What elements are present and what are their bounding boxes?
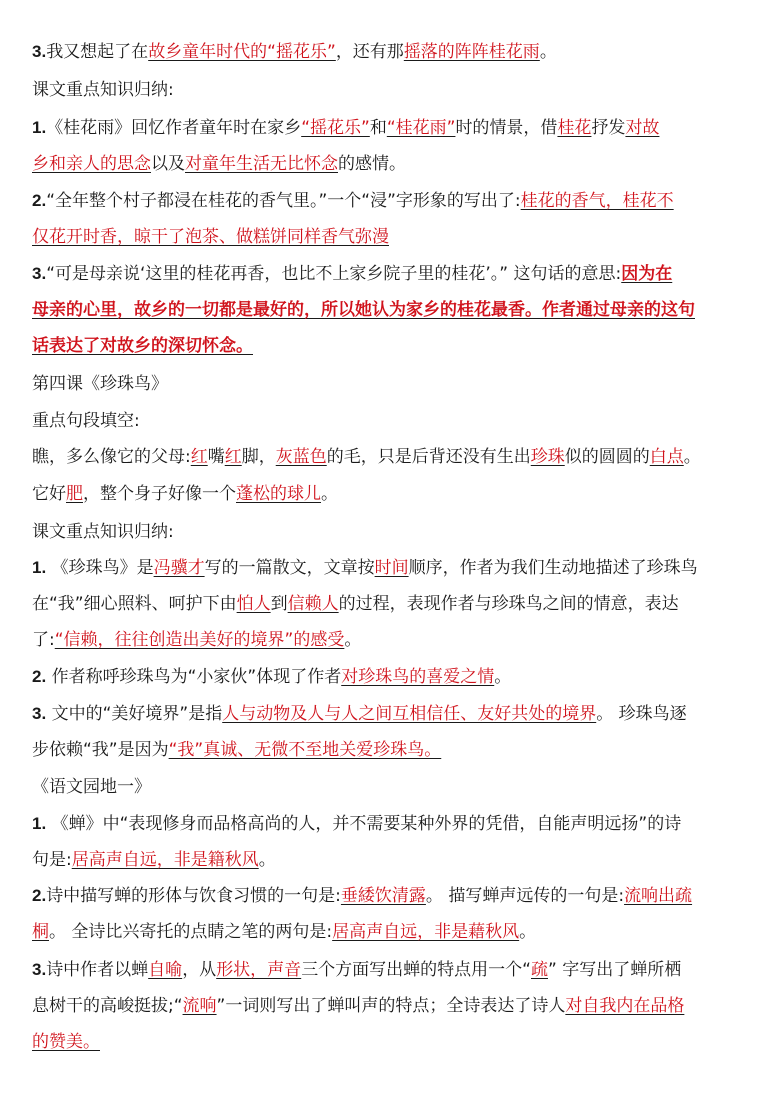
text-segment: 作者称呼珍珠鸟为“小家伙”体现了作者 xyxy=(46,667,342,687)
text-segment: 顺序，作者为我们生动地描述了珍珠鸟 xyxy=(408,558,698,578)
answer-text: 人与动物及人与人之间互相信任、友好共处的境界 xyxy=(222,704,597,724)
answer-text-bold: 因为在 xyxy=(621,264,673,284)
text-segment: 《桂花雨》回忆作者童年时在家乡 xyxy=(46,118,302,138)
item-number: 3. xyxy=(32,42,47,61)
text-segment: ，从 xyxy=(182,960,217,980)
answer-text: 怕人 xyxy=(236,594,271,614)
text-line xyxy=(32,482,338,508)
text-segment: 《珍珠鸟》是 xyxy=(46,558,154,578)
answer-text: 流响 xyxy=(182,996,217,1016)
text-segment: 诗中描写蝉的形体与饮食习惯的一句是: xyxy=(46,886,341,906)
text-line xyxy=(32,116,659,142)
text-segment: 脚， xyxy=(241,447,276,467)
text-segment: 以及 xyxy=(151,154,185,174)
text-line xyxy=(32,520,174,546)
text-line xyxy=(32,738,441,764)
item-number: 2. xyxy=(32,191,47,210)
text-segment: 的感情。 xyxy=(338,154,406,174)
text-segment: 。 全诗比兴寄托的点睛之笔的两句是: xyxy=(49,922,333,942)
text-segment: 了: xyxy=(32,630,55,650)
text-line xyxy=(32,775,151,801)
text-segment: 课文重点知识归纳: xyxy=(32,522,174,542)
text-segment: 《蝉》中“表现修身而品格高尚的人，并不需要某种外界的凭借，自能声明远扬”的诗 xyxy=(46,814,682,834)
answer-text: 桂花的香气，桂花不 xyxy=(520,191,674,211)
answer-text: 故乡童年时代的“摇花乐” xyxy=(148,42,336,62)
text-segment: 似的圆圆的 xyxy=(564,447,650,467)
answer-text: 红 xyxy=(190,447,208,467)
text-line xyxy=(32,812,681,838)
text-segment: 重点句段填空: xyxy=(32,411,140,431)
text-line xyxy=(32,298,695,324)
text-line xyxy=(32,592,679,618)
answer-text: 形状，声音 xyxy=(216,960,302,980)
answer-text-bold: 话表达了对故乡的深切怀念。 xyxy=(32,336,253,356)
text-line xyxy=(32,628,361,654)
text-line xyxy=(32,225,389,251)
text-segment: 。 xyxy=(258,850,276,870)
answer-text: 乡和亲人的思念 xyxy=(32,154,151,174)
text-line xyxy=(32,958,681,984)
answer-text: 仅花开时香，晾干了泡茶、做糕饼同样香气弥漫 xyxy=(32,227,389,247)
text-segment: 课文重点知识归纳: xyxy=(32,80,174,100)
text-line xyxy=(32,78,174,104)
text-segment: 我又想起了在 xyxy=(46,42,149,62)
text-segment: 第四课《珍珠鸟》 xyxy=(32,374,168,394)
answer-text: 桐 xyxy=(32,922,49,942)
answer-text: 白点 xyxy=(649,447,684,467)
text-segment: 时的情景，借 xyxy=(455,118,558,138)
text-segment: 。 珍珠鸟逐 xyxy=(596,704,687,724)
answer-text: 肥 xyxy=(66,484,83,504)
text-segment: 。 xyxy=(321,484,338,504)
text-segment: 写的一篇散文，文章按 xyxy=(204,558,375,578)
answer-text: 对故 xyxy=(625,118,660,138)
text-segment: 瞧，多么像它的父母: xyxy=(32,447,191,467)
answer-text: 信赖人 xyxy=(287,594,339,614)
answer-text: 的赞美。 xyxy=(32,1032,100,1052)
answer-text: 珍珠 xyxy=(530,447,565,467)
answer-text: 摇落的阵阵桂花雨 xyxy=(403,42,540,62)
text-segment: 。 xyxy=(539,42,557,62)
text-segment: 。 xyxy=(494,667,512,687)
text-segment: 到 xyxy=(270,594,288,614)
text-segment: 《语文园地一》 xyxy=(32,777,151,797)
answer-text: “摇花乐” xyxy=(301,118,370,138)
text-segment: 的过程，表现作者与珍珠鸟之间的情意，表达 xyxy=(338,594,679,614)
text-line xyxy=(32,1030,100,1056)
answer-text: 对童年生活无比怀念 xyxy=(185,154,338,174)
answer-text: 垂緌饮清露 xyxy=(340,886,426,906)
answer-text: 自喻 xyxy=(148,960,183,980)
text-line xyxy=(32,920,536,946)
text-line xyxy=(32,372,168,398)
text-segment: 步依赖“我”是因为 xyxy=(32,740,169,760)
answer-text: “桂花雨” xyxy=(386,118,456,138)
answer-text: 桂花 xyxy=(557,118,592,138)
text-segment: 。 描写蝉声远传的一句是: xyxy=(425,886,625,906)
text-segment: 嘴 xyxy=(207,447,225,467)
answer-text: 蓬松的球儿 xyxy=(236,484,321,504)
answer-text: 居高声自远，非是藉秋风 xyxy=(332,922,520,942)
text-line xyxy=(32,848,276,874)
item-number: 3. xyxy=(32,704,47,723)
text-segment: 它好 xyxy=(32,484,66,504)
answer-text: 时间 xyxy=(374,558,409,578)
item-number: 3. xyxy=(32,264,47,283)
item-number: 2. xyxy=(32,886,47,905)
answer-text: 灰蓝色 xyxy=(275,447,327,467)
text-segment: 。 xyxy=(344,630,362,650)
item-number: 2. xyxy=(32,667,47,686)
text-line xyxy=(32,262,672,288)
text-segment: 文中的“美好境界”是指 xyxy=(46,704,223,724)
item-number: 3. xyxy=(32,960,47,979)
text-segment: 句是: xyxy=(32,850,72,870)
text-segment: 和 xyxy=(369,118,387,138)
answer-text: “信赖，往往创造出美好的境界”的感受 xyxy=(54,630,345,650)
text-line xyxy=(32,40,557,66)
text-segment: 的毛，只是后背还没有生出 xyxy=(326,447,531,467)
text-line xyxy=(32,189,674,215)
text-segment: 诗中作者以蝉 xyxy=(46,960,149,980)
text-segment: 抒发 xyxy=(591,118,626,138)
text-segment: ，整个身子好像一个 xyxy=(83,484,236,504)
text-line xyxy=(32,884,692,910)
text-segment: ，还有那 xyxy=(335,42,404,62)
item-number: 1. xyxy=(32,814,47,833)
answer-text: 流响出疏 xyxy=(624,886,693,906)
text-segment: 息树干的高峻挺拔;“ xyxy=(32,996,183,1016)
answer-text: 对珍珠鸟的喜爱之情 xyxy=(341,667,495,687)
text-line xyxy=(32,334,253,360)
text-segment: “全年整个村子都浸在桂花的香气里。”一个“浸”字形象的写出了: xyxy=(46,191,521,211)
text-segment: 。 xyxy=(683,447,701,467)
answer-text: 居高声自远，非是籍秋风 xyxy=(71,850,259,870)
text-line xyxy=(32,409,140,435)
text-segment: 在“我”细心照料、呵护下由 xyxy=(32,594,237,614)
text-line xyxy=(32,445,701,471)
item-number: 1. xyxy=(32,118,47,137)
answer-text: 对自我内在品格 xyxy=(565,996,685,1016)
answer-text: 冯骥才 xyxy=(153,558,205,578)
text-line xyxy=(32,665,511,691)
text-segment: 三个方面写出蝉的特点用一个“ xyxy=(301,960,531,980)
text-line xyxy=(32,994,684,1020)
text-segment: ”一词则写出了蝉叫声的特点；全诗表达了诗人 xyxy=(216,996,566,1016)
text-segment: 。 xyxy=(519,922,537,942)
answer-text: “我”真诚、无微不至地关爱珍珠鸟。 xyxy=(168,740,442,760)
text-line xyxy=(32,152,406,178)
text-segment: ” 字写出了蝉所栖 xyxy=(548,960,682,980)
item-number: 1. xyxy=(32,558,47,577)
answer-text-bold: 母亲的心里，故乡的一切都是最好的，所以她认为家乡的桂花最香。作者通过母亲的这句 xyxy=(32,300,695,320)
answer-text: 红 xyxy=(224,447,242,467)
text-line xyxy=(32,556,698,582)
answer-text: 疏 xyxy=(531,960,548,980)
text-line xyxy=(32,702,687,728)
text-segment: “可是母亲说‘这里的桂花再香，也比不上家乡院子里的桂花’。” 这句话的意思: xyxy=(46,264,622,284)
